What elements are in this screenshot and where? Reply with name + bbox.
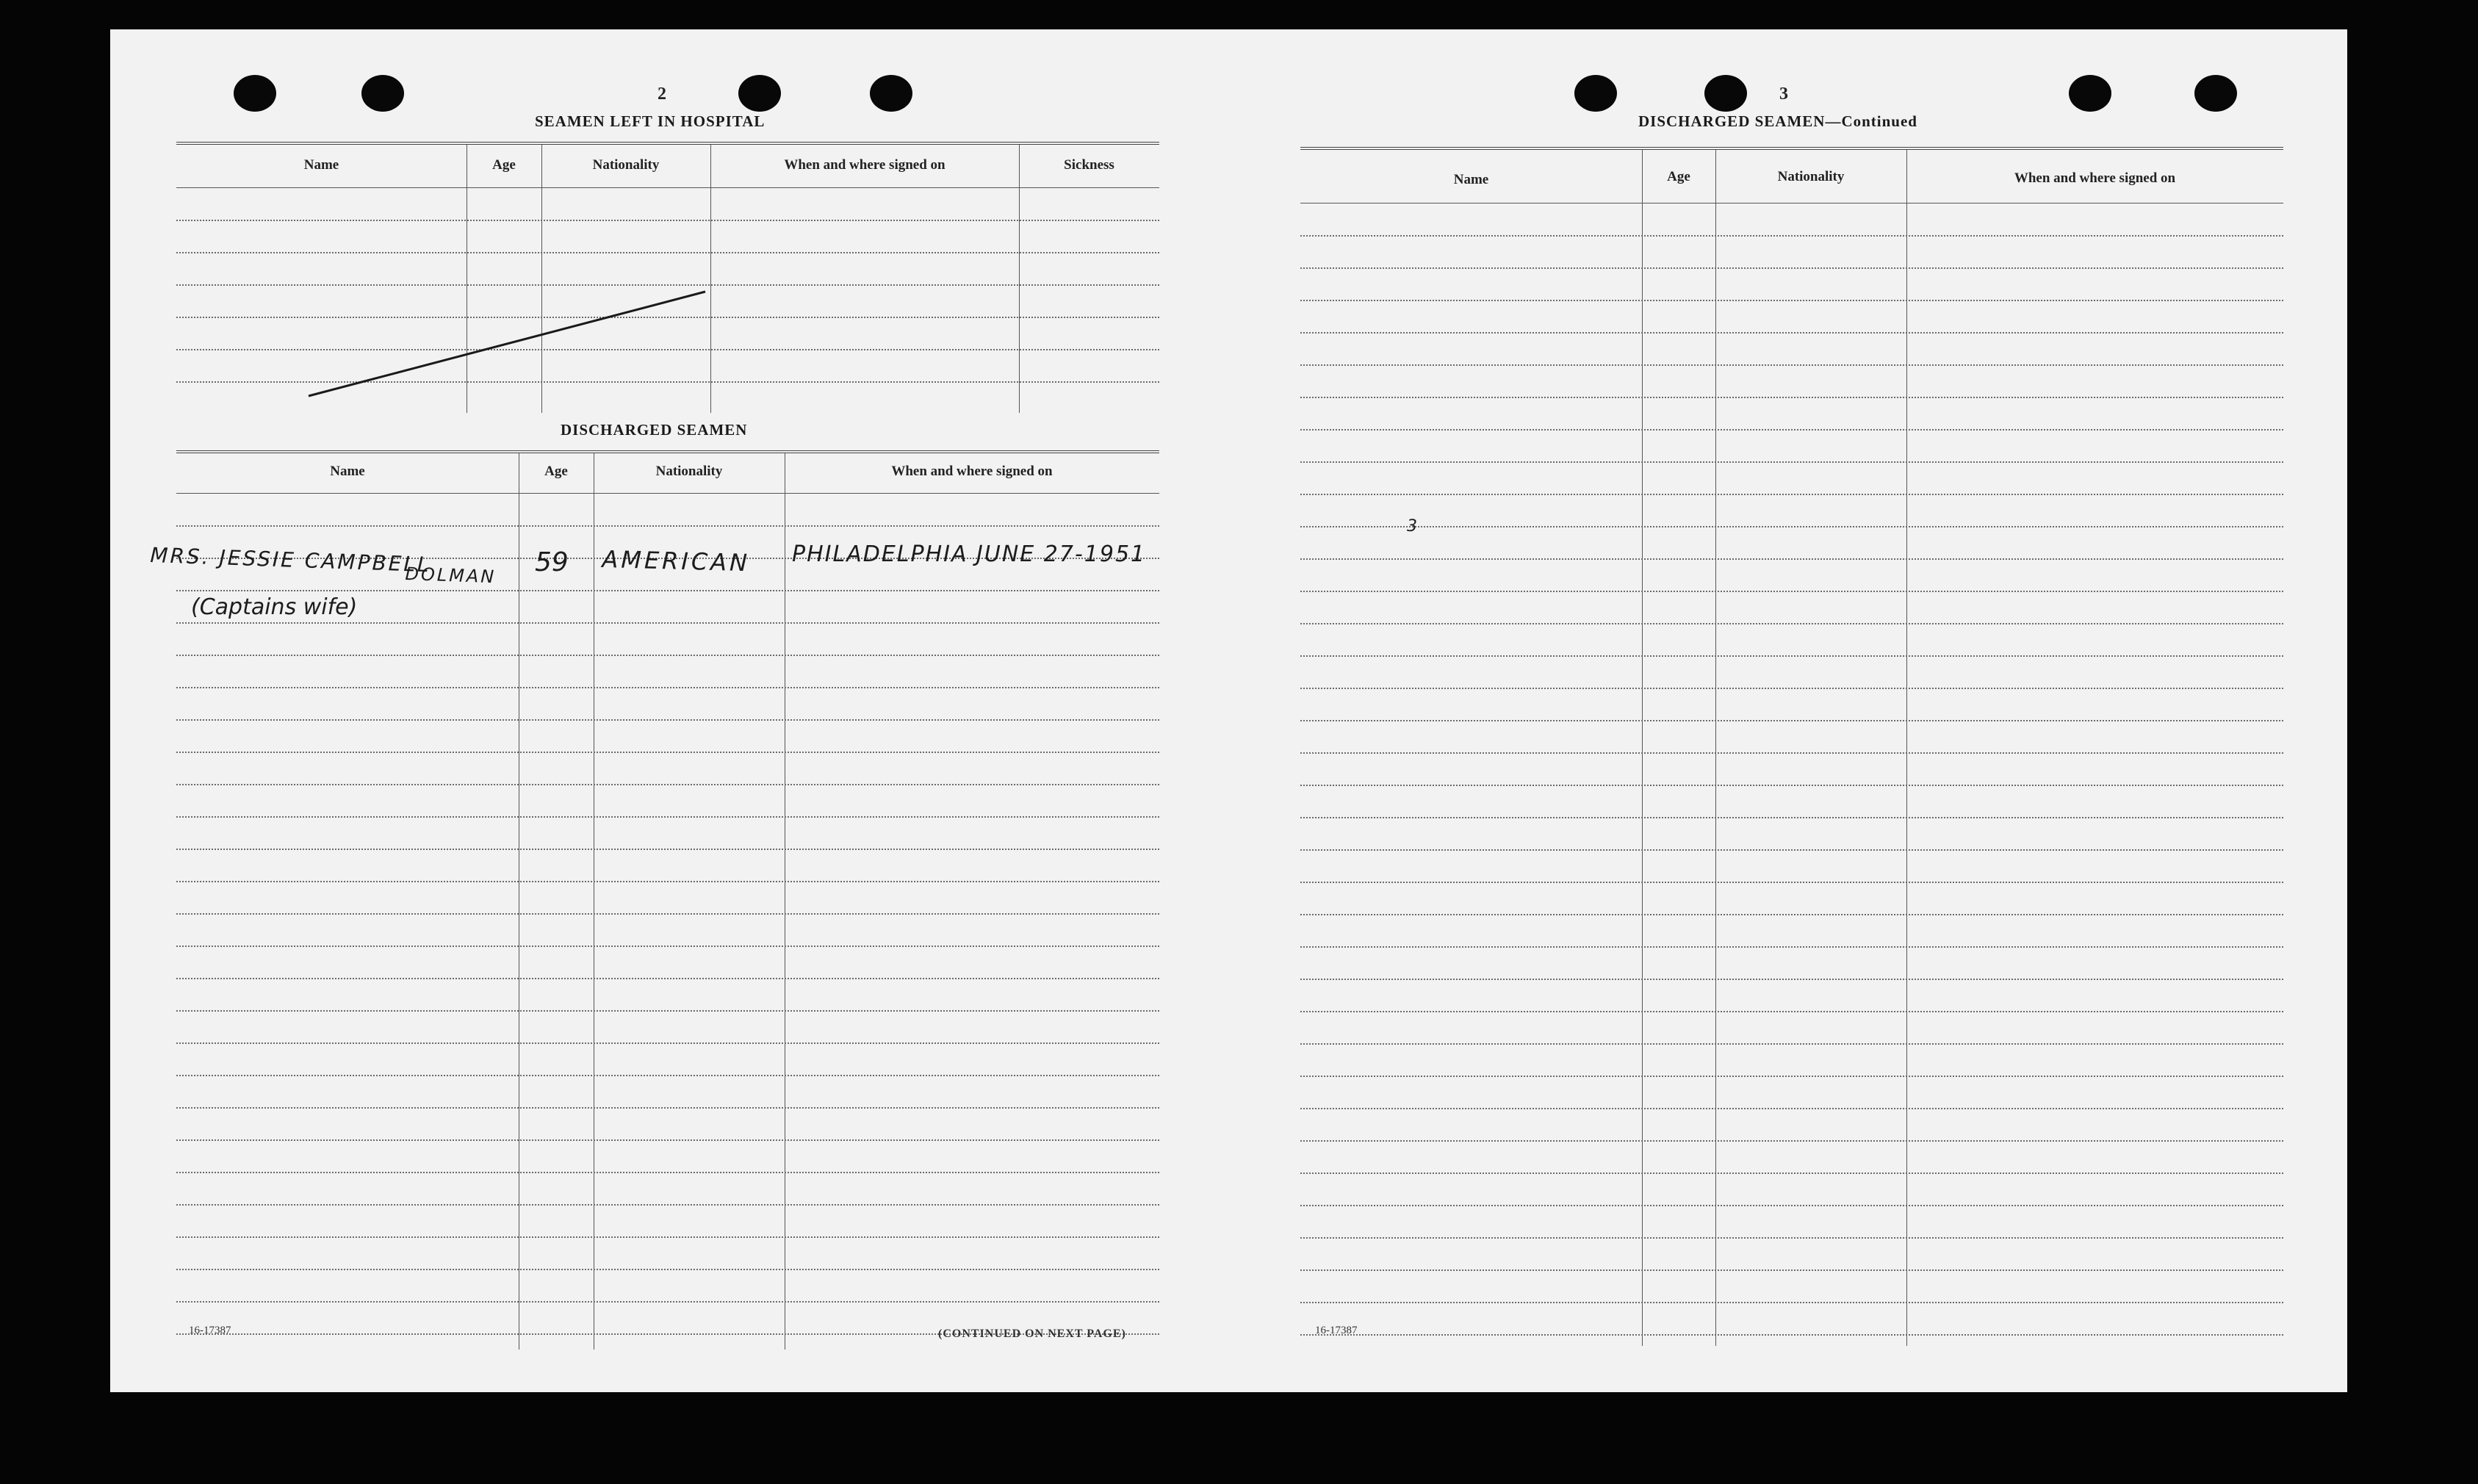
- ledger-sheet: [110, 29, 2347, 1392]
- punch-hole: [738, 75, 781, 112]
- table-row: [1300, 1011, 2283, 1045]
- table-row: [176, 1042, 1159, 1076]
- col-header-name: Name: [1453, 172, 1489, 187]
- table-row: [1300, 1043, 2283, 1077]
- table-row: [1300, 1302, 2283, 1336]
- table-row: [1300, 623, 2283, 657]
- table-row: [176, 978, 1159, 1012]
- punch-hole: [361, 75, 404, 112]
- table-row: [176, 1172, 1159, 1206]
- table-row: [1300, 267, 2283, 301]
- table-row: [1300, 494, 2283, 527]
- table-row: [176, 1236, 1159, 1270]
- table-row: [1300, 203, 2283, 237]
- table-row: [1300, 235, 2283, 269]
- left-page-number: 2: [658, 84, 666, 104]
- table-row: [176, 1139, 1159, 1173]
- right-discharged-table: [1300, 147, 2283, 1346]
- table-row: [1300, 1140, 2283, 1174]
- entry-nationality: AMERICAN: [602, 545, 751, 577]
- table-row: [1300, 558, 2283, 592]
- table-row: [1300, 785, 2283, 818]
- stray-mark: 3: [1407, 517, 1417, 536]
- entry-age: 59: [535, 547, 569, 577]
- continued-note: (CONTINUED ON NEXT PAGE): [938, 1328, 1126, 1340]
- table-row: [1300, 849, 2283, 883]
- table-row: [1300, 1269, 2283, 1303]
- entry-name-continued: DOLMAN: [405, 563, 497, 588]
- hospital-table: [176, 142, 1159, 413]
- punch-hole: [2069, 75, 2111, 112]
- discharged-table: [149, 450, 1159, 1350]
- col-header-signed-on: When and where signed on: [891, 464, 1053, 479]
- table-row: [1300, 461, 2283, 495]
- entry-name: MRS. JESSIE CAMPBELL: [149, 543, 432, 577]
- table-row: [176, 493, 1159, 527]
- table-row: [176, 687, 1159, 721]
- col-header-sickness: Sickness: [1064, 157, 1114, 173]
- table-row: [1300, 720, 2283, 754]
- table-row: [1300, 429, 2283, 463]
- table-row: [1300, 526, 2283, 560]
- table-row: [176, 849, 1159, 882]
- table-row: [1300, 1108, 2283, 1142]
- table-row: [1300, 300, 2283, 334]
- strike-through-line: [176, 145, 1159, 413]
- col-header-name: Name: [330, 464, 365, 479]
- col-header-age: Age: [1667, 169, 1690, 184]
- col-header-nationality: Nationality: [655, 464, 723, 479]
- table-row: [1300, 979, 2283, 1012]
- table-row: [176, 1010, 1159, 1044]
- right-discharged-rows: [1300, 203, 2283, 1346]
- punch-hole: [2194, 75, 2237, 112]
- table-row: [176, 1075, 1159, 1109]
- col-header-signed-on: When and where signed on: [784, 157, 946, 173]
- table-row: [1300, 1076, 2283, 1109]
- left-form-number: 16-17387: [189, 1325, 231, 1336]
- punch-hole: [234, 75, 276, 112]
- col-header-age: Age: [492, 157, 516, 173]
- table-row: [176, 784, 1159, 818]
- col-header-name: Name: [303, 157, 339, 173]
- col-header-signed-on: When and where signed on: [2014, 170, 2176, 186]
- right-section-title: DISCHARGED SEAMEN—Continued: [1638, 112, 1917, 130]
- table-row: [1300, 591, 2283, 624]
- col-header-nationality: Nationality: [592, 157, 660, 173]
- entry-note: (Captains wife): [191, 594, 358, 620]
- table-row: [1300, 397, 2283, 431]
- table-row: [1300, 655, 2283, 689]
- right-table-header: [1300, 150, 2283, 203]
- table-row: [176, 913, 1159, 947]
- table-row: [1300, 1205, 2283, 1239]
- table-row: [176, 752, 1159, 785]
- table-row: [176, 816, 1159, 850]
- table-row: [176, 655, 1159, 688]
- table-row: [176, 881, 1159, 915]
- discharged-section-title: DISCHARGED SEAMEN: [561, 421, 748, 439]
- table-row: [176, 1107, 1159, 1141]
- table-row: [1300, 688, 2283, 721]
- table-row: [1300, 1173, 2283, 1206]
- table-row: [176, 1204, 1159, 1238]
- table-row: [176, 945, 1159, 979]
- entry-signed-on: PHILADELPHIA JUNE 27-1951: [792, 541, 1147, 567]
- table-row: [176, 1269, 1159, 1303]
- table-row: [1300, 882, 2283, 915]
- table-row: [1300, 752, 2283, 786]
- table-row: [1300, 817, 2283, 851]
- table-row: [1300, 946, 2283, 980]
- table-row: [1300, 364, 2283, 398]
- table-row: [1300, 1237, 2283, 1271]
- table-row: [1300, 332, 2283, 366]
- table-row: [176, 622, 1159, 656]
- table-row: [1300, 914, 2283, 948]
- discharged-table-header: [176, 453, 1159, 494]
- right-page-number: 3: [1779, 84, 1788, 104]
- punch-hole: [1574, 75, 1617, 112]
- punch-hole: [1704, 75, 1747, 112]
- discharged-rows: [176, 493, 1159, 1350]
- hospital-section-title: SEAMEN LEFT IN HOSPITAL: [535, 112, 766, 130]
- col-header-age: Age: [544, 464, 568, 479]
- table-row: [176, 719, 1159, 753]
- col-header-nationality: Nationality: [1777, 169, 1845, 184]
- punch-hole: [870, 75, 912, 112]
- right-form-number: 16-17387: [1315, 1325, 1358, 1336]
